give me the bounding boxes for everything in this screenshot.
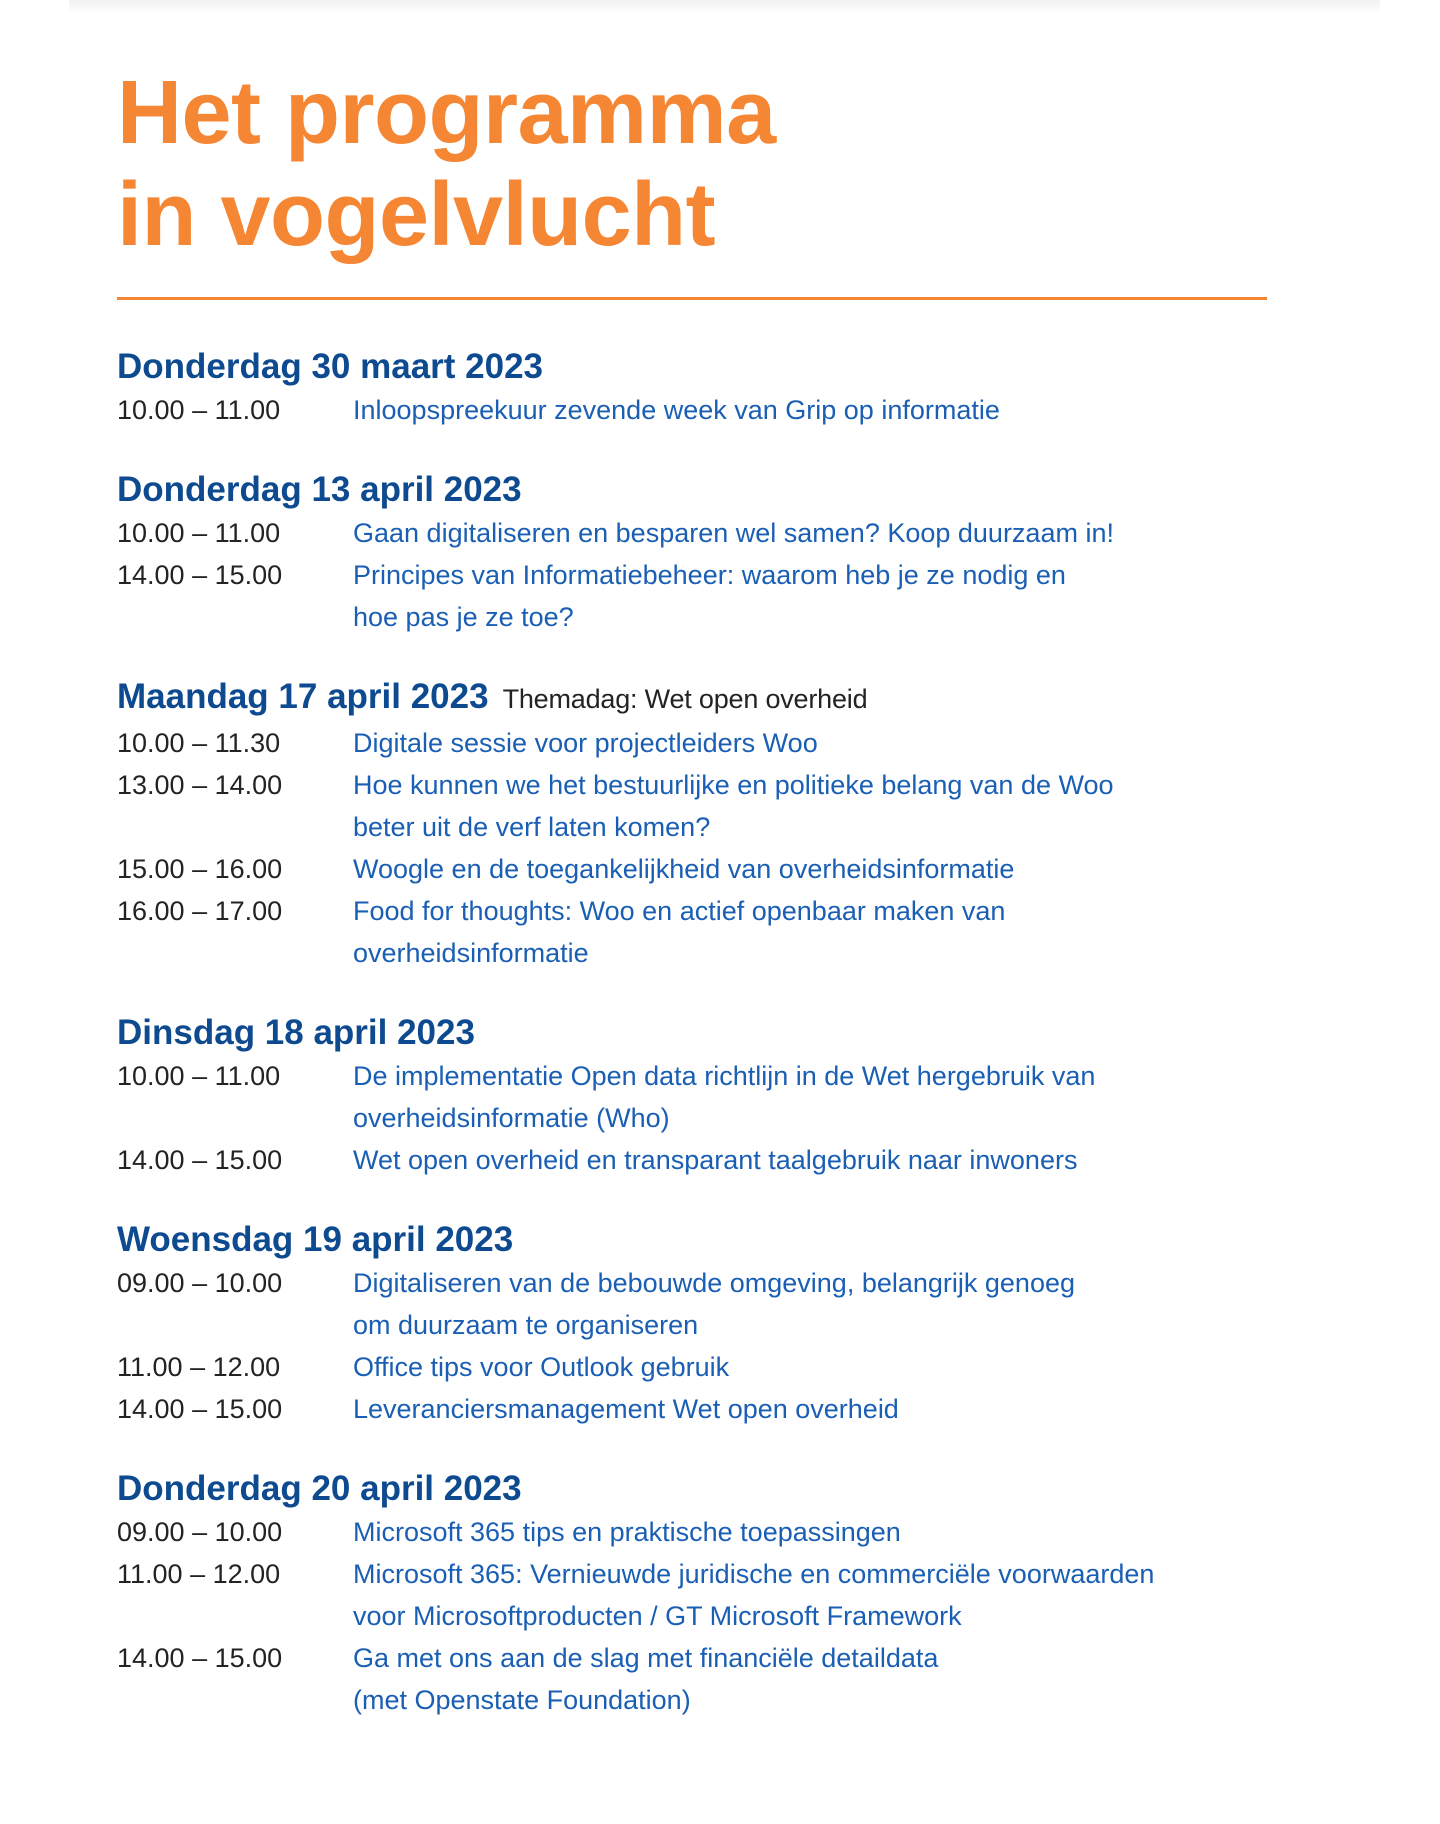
session-title [353,1262,1075,1346]
session-title [353,554,1066,638]
session-time: 09.00 – 10.00 [117,1517,283,1547]
session-row [117,1388,1317,1430]
session-time: 14.00 – 15.00 [117,1643,283,1673]
session-time: 10.00 – 11.00 [117,1061,281,1091]
session-title [353,1055,1095,1139]
session-time: 14.00 – 15.00 [117,1145,283,1175]
session-time: 11.00 – 12.00 [117,1559,281,1589]
day-theme: Themadag: Wet open overheid [502,684,868,714]
schedule [117,344,1317,1757]
session-title-line: overheidsinformatie (Who) [353,1103,670,1133]
day-heading [117,1217,1317,1262]
day-heading [117,1466,1317,1511]
session-row [117,1553,1317,1637]
session-row [117,389,1317,431]
session-title-line: Microsoft 365: Vernieuwde juridische en commerciële voorwaarden [353,1559,1155,1589]
day-date: Dinsdag 18 april 2023 [117,1013,475,1052]
session-row [117,1055,1317,1139]
session-time: 09.00 – 10.00 [117,1268,283,1298]
session-title-line: Digitale sessie voor projectleiders Woo [353,728,818,758]
session-title-line: Hoe kunnen we het bestuurlijke en politieke belang van de Woo [353,770,1114,800]
session-row [117,512,1317,554]
session-title [353,1553,1154,1637]
session-title [353,1637,938,1721]
session-title [353,848,1014,890]
session-time: 10.00 – 11.00 [117,395,281,425]
session-time: 11.00 – 12.00 [117,1352,281,1382]
session-row [117,764,1317,848]
day-section [117,1466,1317,1721]
session-title-line: Gaan digitaliseren en besparen wel samen? Koop duurzaam in! [353,518,1114,548]
session-title-line: beter uit de verf laten komen? [353,812,711,842]
session-time: 14.00 – 15.00 [117,560,283,590]
page-top-shadow [69,0,1380,14]
day-section [117,467,1317,638]
session-row [117,1139,1317,1181]
session-title-line: voor Microsoftproducten / GT Microsoft Framework [353,1601,962,1631]
day-heading [117,467,1317,512]
day-date: Donderdag 30 maart 2023 [117,347,544,386]
session-title-line: Wet open overheid en transparant taalgebruik naar inwoners [353,1145,1078,1175]
session-title-line: Office tips voor Outlook gebruik [353,1352,730,1382]
session-title-line: De implementatie Open data richtlijn in de Wet hergebruik van [353,1061,1096,1091]
session-title-line: Leveranciersmanagement Wet open overheid [353,1394,899,1424]
day-date: Woensdag 19 april 2023 [117,1220,514,1259]
day-date: Donderdag 13 april 2023 [117,470,522,509]
session-time: 14.00 – 15.00 [117,1394,283,1424]
session-title [353,764,1114,848]
session-time: 15.00 – 16.00 [117,854,283,884]
session-time: 16.00 – 17.00 [117,896,283,926]
session-row [117,554,1317,638]
session-title [353,1388,899,1430]
page-title [117,62,776,266]
session-time: 13.00 – 14.00 [117,770,283,800]
session-row [117,1637,1317,1721]
session-title-line: Ga met ons aan de slag met financiële detaildata [353,1643,939,1673]
session-title-line: overheidsinformatie [353,938,589,968]
session-time: 10.00 – 11.00 [117,518,281,548]
session-title-line: om duurzaam te organiseren [353,1310,699,1340]
session-row [117,722,1317,764]
session-title [353,1511,901,1553]
day-date: Donderdag 20 april 2023 [117,1469,522,1508]
day-heading [117,674,1317,722]
session-title [353,1139,1077,1181]
day-section [117,674,1317,974]
session-title [353,389,1000,431]
day-section [117,1217,1317,1430]
session-title-line: Woogle en de toegankelijkheid van overheidsinformatie [353,854,1015,884]
session-title [353,512,1114,554]
session-row [117,1346,1317,1388]
session-title-line: Digitaliseren van de bebouwde omgeving, belangrijk genoeg [353,1268,1075,1298]
title-divider [117,297,1267,300]
session-title [353,722,818,764]
day-section [117,344,1317,431]
session-title-line: Microsoft 365 tips en praktische toepassingen [353,1517,901,1547]
day-heading [117,1010,1317,1055]
day-section [117,1010,1317,1181]
session-title [353,890,1005,974]
day-heading [117,344,1317,389]
page-title-line-2: in vogelvlucht [117,165,716,265]
session-row [117,1511,1317,1553]
day-date: Maandag 17 april 2023 [117,677,489,716]
session-title-line: Principes van Informatiebeheer: waarom heb je ze nodig en [353,560,1066,590]
session-title-line: Inloopspreekuur zevende week van Grip op informatie [353,395,1000,425]
session-row [117,848,1317,890]
session-title-line: Food for thoughts: Woo en actief openbaar maken van [353,896,1006,926]
session-title-line: hoe pas je ze toe? [353,602,574,632]
session-row [117,890,1317,974]
session-row [117,1262,1317,1346]
session-title-line: (met Openstate Foundation) [353,1685,691,1715]
session-time: 10.00 – 11.30 [117,728,281,758]
page-title-line-1: Het programma [117,63,776,163]
session-title [353,1346,729,1388]
